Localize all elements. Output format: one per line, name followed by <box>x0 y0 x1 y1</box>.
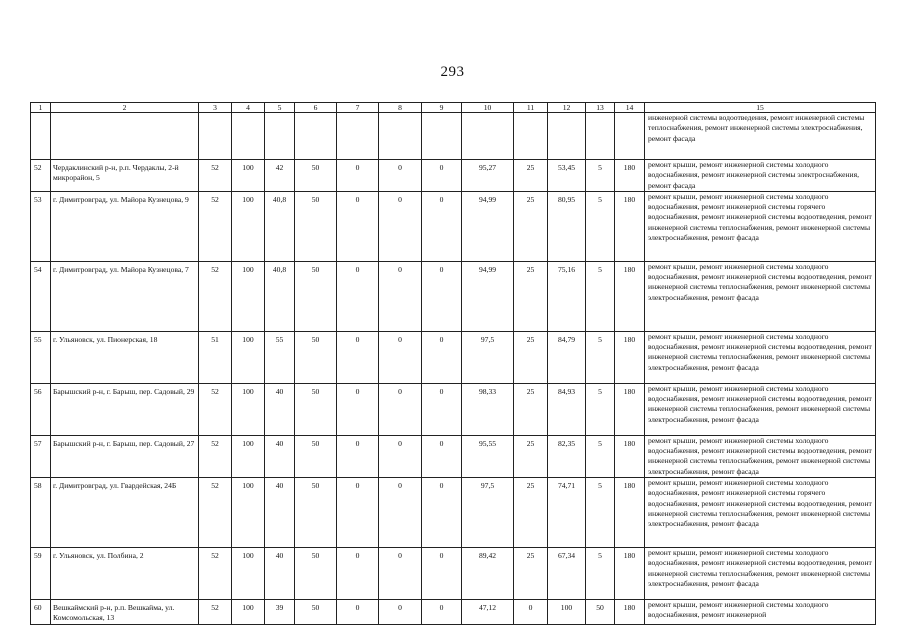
empty-cell <box>337 113 379 160</box>
col9-cell: 0 <box>422 435 462 477</box>
col3-cell: 52 <box>199 435 232 477</box>
col7-cell: 0 <box>337 435 379 477</box>
col3-cell: 52 <box>199 478 232 548</box>
col12-cell: 67,34 <box>548 548 586 600</box>
header-cell: 12 <box>548 103 586 113</box>
address-cell: г. Димитровград, ул. Гвардейская, 24Б <box>51 478 199 548</box>
col7-cell: 0 <box>337 261 379 331</box>
empty-cell <box>51 113 199 160</box>
col11-cell: 25 <box>514 435 548 477</box>
address-cell: Чердаклинский р-н, р.п. Чердаклы, 2-й микрорайон, 5 <box>51 160 199 192</box>
col9-cell: 0 <box>422 191 462 261</box>
address-cell: Барышский р-н, г. Барыш, пер. Садовый, 27 <box>51 435 199 477</box>
works-cell: ремонт крыши, ремонт инженерной системы холодного водоснабжения, ремонт инженерной системы горячего водоснабжения, ремонт инженерной системы водоотведения, ремонт инженерной системы теплоснабжения, ремонт инженерной системы электроснабжения, ремонт фасада <box>645 478 876 548</box>
col3-cell: 52 <box>199 600 232 625</box>
col9-cell: 0 <box>422 548 462 600</box>
table-row <box>31 261 876 331</box>
table-row <box>31 548 876 600</box>
col10-cell: 95,27 <box>462 160 514 192</box>
empty-cell <box>265 113 295 160</box>
col3-cell: 52 <box>199 160 232 192</box>
address-cell: г. Ульяновск, ул. Пионерская, 18 <box>51 331 199 383</box>
col10-cell: 97,5 <box>462 478 514 548</box>
address-cell: г. Димитровград, ул. Майора Кузнецова, 9 <box>51 191 199 261</box>
header-row <box>31 103 876 113</box>
col6-cell: 50 <box>295 191 337 261</box>
row-number-cell: 55 <box>31 331 51 383</box>
col9-cell: 0 <box>422 261 462 331</box>
row-number-cell: 52 <box>31 160 51 192</box>
col5-cell: 39 <box>265 600 295 625</box>
col6-cell: 50 <box>295 331 337 383</box>
header-cell: 3 <box>199 103 232 113</box>
works-cell: ремонт крыши, ремонт инженерной системы холодного водоснабжения, ремонт инженерной <box>645 600 876 625</box>
col7-cell: 0 <box>337 478 379 548</box>
col11-cell: 25 <box>514 383 548 435</box>
col8-cell: 0 <box>379 331 422 383</box>
empty-cell <box>199 113 232 160</box>
col4-cell: 100 <box>232 331 265 383</box>
header-cell: 10 <box>462 103 514 113</box>
col8-cell: 0 <box>379 600 422 625</box>
col14-cell: 180 <box>615 261 645 331</box>
empty-cell <box>586 113 615 160</box>
col4-cell: 100 <box>232 600 265 625</box>
address-cell: г. Димитровград, ул. Майора Кузнецова, 7 <box>51 261 199 331</box>
col11-cell: 25 <box>514 548 548 600</box>
table-row <box>31 331 876 383</box>
col11-cell: 25 <box>514 160 548 192</box>
table-row <box>31 160 876 192</box>
col5-cell: 40 <box>265 478 295 548</box>
header-cell: 1 <box>31 103 51 113</box>
table-row <box>31 191 876 261</box>
col11-cell: 25 <box>514 478 548 548</box>
header-cell: 11 <box>514 103 548 113</box>
col13-cell: 5 <box>586 261 615 331</box>
col11-cell: 0 <box>514 600 548 625</box>
header-cell: 5 <box>265 103 295 113</box>
col14-cell: 180 <box>615 548 645 600</box>
col9-cell: 0 <box>422 160 462 192</box>
table-row <box>31 383 876 435</box>
empty-cell <box>462 113 514 160</box>
col13-cell: 50 <box>586 600 615 625</box>
table-row <box>31 600 876 625</box>
col7-cell: 0 <box>337 331 379 383</box>
carryover-row <box>31 113 876 160</box>
col12-cell: 100 <box>548 600 586 625</box>
col13-cell: 5 <box>586 435 615 477</box>
col12-cell: 75,16 <box>548 261 586 331</box>
col12-cell: 74,71 <box>548 478 586 548</box>
col8-cell: 0 <box>379 191 422 261</box>
col4-cell: 100 <box>232 548 265 600</box>
col4-cell: 100 <box>232 383 265 435</box>
col6-cell: 50 <box>295 383 337 435</box>
col7-cell: 0 <box>337 191 379 261</box>
col6-cell: 50 <box>295 261 337 331</box>
col9-cell: 0 <box>422 478 462 548</box>
col6-cell: 50 <box>295 478 337 548</box>
col9-cell: 0 <box>422 383 462 435</box>
col14-cell: 180 <box>615 160 645 192</box>
col8-cell: 0 <box>379 478 422 548</box>
works-cell: ремонт крыши, ремонт инженерной системы холодного водоснабжения, ремонт инженерной системы водоотведения, ремонт инженерной системы теплоснабжения, ремонт инженерной системы электроснабжения, ремонт фасада <box>645 383 876 435</box>
row-number-cell: 60 <box>31 600 51 625</box>
col14-cell: 180 <box>615 478 645 548</box>
header-cell: 9 <box>422 103 462 113</box>
address-cell: г. Ульяновск, ул. Полбина, 2 <box>51 548 199 600</box>
col13-cell: 5 <box>586 331 615 383</box>
col8-cell: 0 <box>379 383 422 435</box>
col7-cell: 0 <box>337 600 379 625</box>
col10-cell: 95,55 <box>462 435 514 477</box>
col11-cell: 25 <box>514 331 548 383</box>
col5-cell: 40 <box>265 548 295 600</box>
col13-cell: 5 <box>586 478 615 548</box>
header-cell: 2 <box>51 103 199 113</box>
col9-cell: 0 <box>422 331 462 383</box>
col3-cell: 51 <box>199 331 232 383</box>
address-cell: Барышский р-н, г. Барыш, пер. Садовый, 29 <box>51 383 199 435</box>
col7-cell: 0 <box>337 548 379 600</box>
col5-cell: 40,8 <box>265 191 295 261</box>
col10-cell: 94,99 <box>462 191 514 261</box>
col5-cell: 42 <box>265 160 295 192</box>
col5-cell: 40,8 <box>265 261 295 331</box>
works-cell: ремонт крыши, ремонт инженерной системы холодного водоснабжения, ремонт инженерной системы водоотведения, ремонт инженерной системы теплоснабжения, ремонт инженерной системы электроснабжения, ремонт фасада <box>645 331 876 383</box>
col12-cell: 53,45 <box>548 160 586 192</box>
col6-cell: 50 <box>295 435 337 477</box>
col5-cell: 40 <box>265 435 295 477</box>
col13-cell: 5 <box>586 191 615 261</box>
table-row <box>31 435 876 477</box>
col7-cell: 0 <box>337 160 379 192</box>
empty-cell <box>31 113 51 160</box>
col6-cell: 50 <box>295 548 337 600</box>
col12-cell: 84,93 <box>548 383 586 435</box>
col4-cell: 100 <box>232 261 265 331</box>
header-cell: 4 <box>232 103 265 113</box>
col13-cell: 5 <box>586 548 615 600</box>
col14-cell: 180 <box>615 191 645 261</box>
col3-cell: 52 <box>199 191 232 261</box>
col8-cell: 0 <box>379 548 422 600</box>
col7-cell: 0 <box>337 383 379 435</box>
repair-table <box>30 102 876 625</box>
address-cell: Вешкаймский р-н, р.п. Вешкайма, ул. Комсомольская, 13 <box>51 600 199 625</box>
col10-cell: 47,12 <box>462 600 514 625</box>
col14-cell: 180 <box>615 331 645 383</box>
empty-cell <box>548 113 586 160</box>
col8-cell: 0 <box>379 435 422 477</box>
header-cell: 7 <box>337 103 379 113</box>
table-row <box>31 478 876 548</box>
header-cell: 13 <box>586 103 615 113</box>
empty-cell <box>514 113 548 160</box>
col4-cell: 100 <box>232 160 265 192</box>
works-cell: ремонт крыши, ремонт инженерной системы холодного водоснабжения, ремонт инженерной системы водоотведения, ремонт инженерной системы теплоснабжения, ремонт инженерной системы электроснабжения, ремонт фасада <box>645 548 876 600</box>
row-number-cell: 57 <box>31 435 51 477</box>
col13-cell: 5 <box>586 160 615 192</box>
col14-cell: 180 <box>615 383 645 435</box>
col6-cell: 50 <box>295 600 337 625</box>
works-cell: ремонт крыши, ремонт инженерной системы холодного водоснабжения, ремонт инженерной системы горячего водоснабжения, ремонт инженерной системы водоотведения, ремонт инженерной системы теплоснабжения, ремонт инженерной системы электроснабжения, ремонт фасада <box>645 191 876 261</box>
col12-cell: 80,95 <box>548 191 586 261</box>
col5-cell: 55 <box>265 331 295 383</box>
col11-cell: 25 <box>514 261 548 331</box>
col10-cell: 94,99 <box>462 261 514 331</box>
col5-cell: 40 <box>265 383 295 435</box>
header-cell: 14 <box>615 103 645 113</box>
col13-cell: 5 <box>586 383 615 435</box>
works-cell: ремонт крыши, ремонт инженерной системы холодного водоснабжения, ремонт инженерной системы водоотведения, ремонт инженерной системы теплоснабжения, ремонт инженерной системы электроснабжения, ремонт фасада <box>645 261 876 331</box>
empty-cell <box>379 113 422 160</box>
col11-cell: 25 <box>514 191 548 261</box>
works-cell: ремонт крыши, ремонт инженерной системы холодного водоснабжения, ремонт инженерной системы электроснабжения, ремонт фасада <box>645 160 876 192</box>
row-number-cell: 54 <box>31 261 51 331</box>
empty-cell <box>615 113 645 160</box>
col3-cell: 52 <box>199 548 232 600</box>
col4-cell: 100 <box>232 191 265 261</box>
works-cell: инженерной системы водоотведения, ремонт инженерной системы теплоснабжения, ремонт инженерной системы электроснабжения, ремонт фасада <box>645 113 876 160</box>
empty-cell <box>422 113 462 160</box>
empty-cell <box>232 113 265 160</box>
row-number-cell: 59 <box>31 548 51 600</box>
row-number-cell: 58 <box>31 478 51 548</box>
empty-cell <box>295 113 337 160</box>
col4-cell: 100 <box>232 478 265 548</box>
col8-cell: 0 <box>379 160 422 192</box>
col6-cell: 50 <box>295 160 337 192</box>
row-number-cell: 56 <box>31 383 51 435</box>
col14-cell: 180 <box>615 435 645 477</box>
col10-cell: 89,42 <box>462 548 514 600</box>
col10-cell: 98,33 <box>462 383 514 435</box>
col10-cell: 97,5 <box>462 331 514 383</box>
col3-cell: 52 <box>199 261 232 331</box>
col9-cell: 0 <box>422 600 462 625</box>
works-cell: ремонт крыши, ремонт инженерной системы холодного водоснабжения, ремонт инженерной системы водоотведения, ремонт инженерной системы теплоснабжения, ремонт инженерной системы электроснабжения, ремонт фасада <box>645 435 876 477</box>
col14-cell: 180 <box>615 600 645 625</box>
row-number-cell: 53 <box>31 191 51 261</box>
col12-cell: 82,35 <box>548 435 586 477</box>
col8-cell: 0 <box>379 261 422 331</box>
header-cell: 6 <box>295 103 337 113</box>
header-cell: 8 <box>379 103 422 113</box>
header-cell: 15 <box>645 103 876 113</box>
col12-cell: 84,79 <box>548 331 586 383</box>
page-number: 293 <box>440 64 465 80</box>
col4-cell: 100 <box>232 435 265 477</box>
col3-cell: 52 <box>199 383 232 435</box>
